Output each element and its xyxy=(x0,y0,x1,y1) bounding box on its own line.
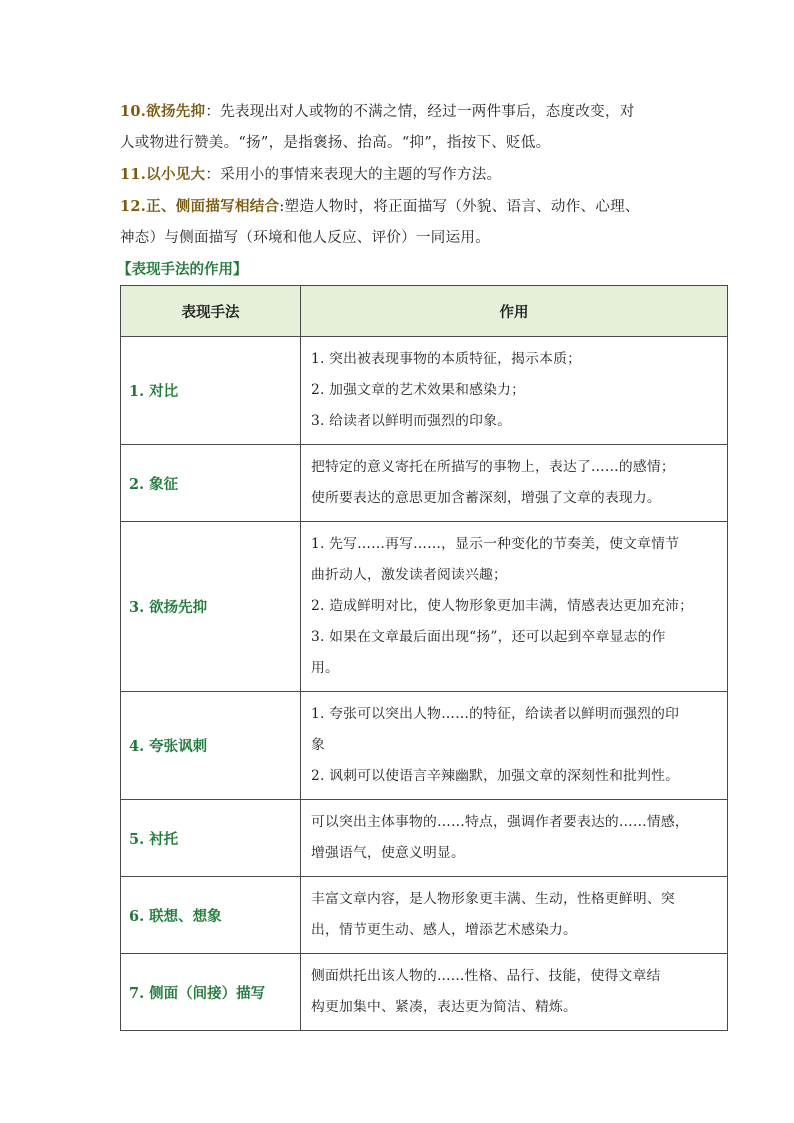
section-title: 【表现手法的作用】 xyxy=(117,261,248,278)
method-cell: 3. 欲扬先抑 xyxy=(121,522,301,692)
table-row xyxy=(121,877,728,954)
paragraph-text: :塑造人物时，将正面描写（外貌、语言、动作、心理、 xyxy=(279,199,640,215)
table-row xyxy=(121,522,728,692)
methods-table xyxy=(120,285,728,1031)
table-row xyxy=(121,800,728,877)
effect-line: 把特定的意义寄托在所描写的事物上，表达了……的感情； xyxy=(311,459,675,475)
effect-line: 3. 如果在文章最后面出现“扬”，还可以起到卒章显志的作 xyxy=(311,629,666,645)
header-effect: 作用 xyxy=(301,286,728,337)
paragraph-11 xyxy=(120,159,730,191)
effect-line: 2. 加强文章的艺术效果和感染力； xyxy=(311,382,526,398)
table-body xyxy=(121,337,728,1031)
effect-cell xyxy=(301,800,728,877)
method-cell: 5. 衬托 xyxy=(121,800,301,877)
effect-line: 丰富文章内容，是人物形象更丰满、生动，性格更鲜明、突 xyxy=(311,891,675,907)
effect-line: 2. 造成鲜明对比，使人物形象更加丰满，情感表达更加充沛； xyxy=(311,598,694,614)
method-cell: 4. 夸张讽刺 xyxy=(121,692,301,800)
effect-line: 侧面烘托出该人物的......性格、品行、技能，使得文章结 xyxy=(311,968,661,984)
effect-line: 曲折动人，激发读者阅读兴趣； xyxy=(311,567,507,583)
table-row xyxy=(121,692,728,800)
table-row xyxy=(121,337,728,445)
table-row xyxy=(121,445,728,522)
method-cell: 1. 对比 xyxy=(121,337,301,445)
effect-cell xyxy=(301,337,728,445)
paragraph-12 xyxy=(120,191,730,254)
effect-cell xyxy=(301,954,728,1031)
paragraph-term: 欲扬先抑 xyxy=(146,103,206,120)
effect-cell xyxy=(301,877,728,954)
effect-line: 构更加集中、紧凑，表达更为简洁、精炼。 xyxy=(311,999,577,1015)
effect-line: 1. 突出被表现事物的本质特征，揭示本质； xyxy=(311,351,582,367)
document-page xyxy=(117,96,730,1031)
paragraph-text: ：先表现出对人或物的不满之情，经过一两件事后，态度改变，对 xyxy=(205,104,635,120)
effect-line: 用。 xyxy=(311,660,339,676)
effect-line: 出，情节更生动、感人，增添艺术感染力。 xyxy=(311,922,577,938)
effect-line: 1. 先写……再写……，显示一种变化的节奏美，使文章情节 xyxy=(311,536,680,552)
method-cell: 2. 象征 xyxy=(121,445,301,522)
paragraph-number: 11. xyxy=(120,166,147,183)
paragraph-10 xyxy=(120,96,730,159)
paragraph-number: 12. xyxy=(120,198,147,215)
paragraph-text-continued: 神态）与侧面描写（环境和他人反应、评价）一同运用。 xyxy=(120,230,490,246)
effect-line: 增强语气，使意义明显。 xyxy=(311,845,465,861)
paragraph-text: ：采用小的事情来表现大的主题的写作方法。 xyxy=(205,167,502,183)
paragraph-text-continued: 人或物进行赞美。“扬”，是指褒扬、抬高。“抑”，指按下、贬低。 xyxy=(120,135,551,151)
method-cell: 7. 侧面（间接）描写 xyxy=(121,954,301,1031)
effect-line: 1. 夸张可以突出人物……的特征，给读者以鲜明而强烈的印 xyxy=(311,706,680,722)
paragraph-number: 10. xyxy=(120,103,147,120)
method-cell: 6. 联想、想象 xyxy=(121,877,301,954)
effect-cell xyxy=(301,522,728,692)
effect-line: 使所要表达的意思更加含蓄深刻，增强了文章的表现力。 xyxy=(311,490,661,506)
table-header-row xyxy=(121,286,728,337)
table-row xyxy=(121,954,728,1031)
effect-line: 2. 讽刺可以使语言辛辣幽默，加强文章的深刻性和批判性。 xyxy=(311,768,680,784)
effect-line: 可以突出主体事物的……特点，强调作者要表达的……情感， xyxy=(311,814,689,830)
paragraph-term: 以小见大 xyxy=(146,166,206,183)
header-method: 表现手法 xyxy=(121,286,301,337)
effect-line: 象 xyxy=(311,737,325,753)
paragraph-term: 正、侧面描写相结合 xyxy=(146,198,280,215)
effect-line: 3. 给读者以鲜明而强烈的印象。 xyxy=(311,413,512,429)
effect-cell xyxy=(301,692,728,800)
effect-cell xyxy=(301,445,728,522)
